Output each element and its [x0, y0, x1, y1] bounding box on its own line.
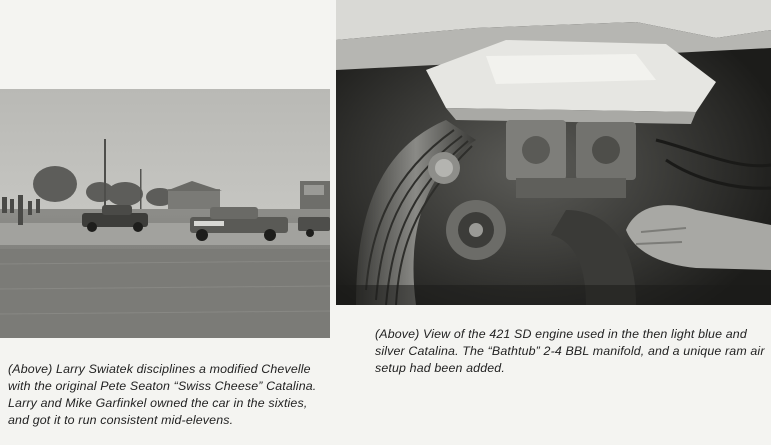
left-photo-caption: (Above) Larry Swiatek disciplines a modified Chevelle with the original Pete Seaton “Swiss Cheese” Catalina. Larry and Mike Garfinkel owned the car in the sixties, and got it to run consistent mid-elevens. [8, 362, 317, 427]
drag-race-photo [0, 89, 330, 338]
engine-illustration [336, 0, 771, 305]
engine-bay-photo [336, 0, 771, 305]
right-photo-caption: (Above) View of the 421 SD engine used in the then light blue and silver Catalina. The “Bathtub” 2-4 BBL manifold, and a unique ram air setup had been added. [375, 327, 765, 375]
drag-race-illustration [0, 89, 330, 338]
